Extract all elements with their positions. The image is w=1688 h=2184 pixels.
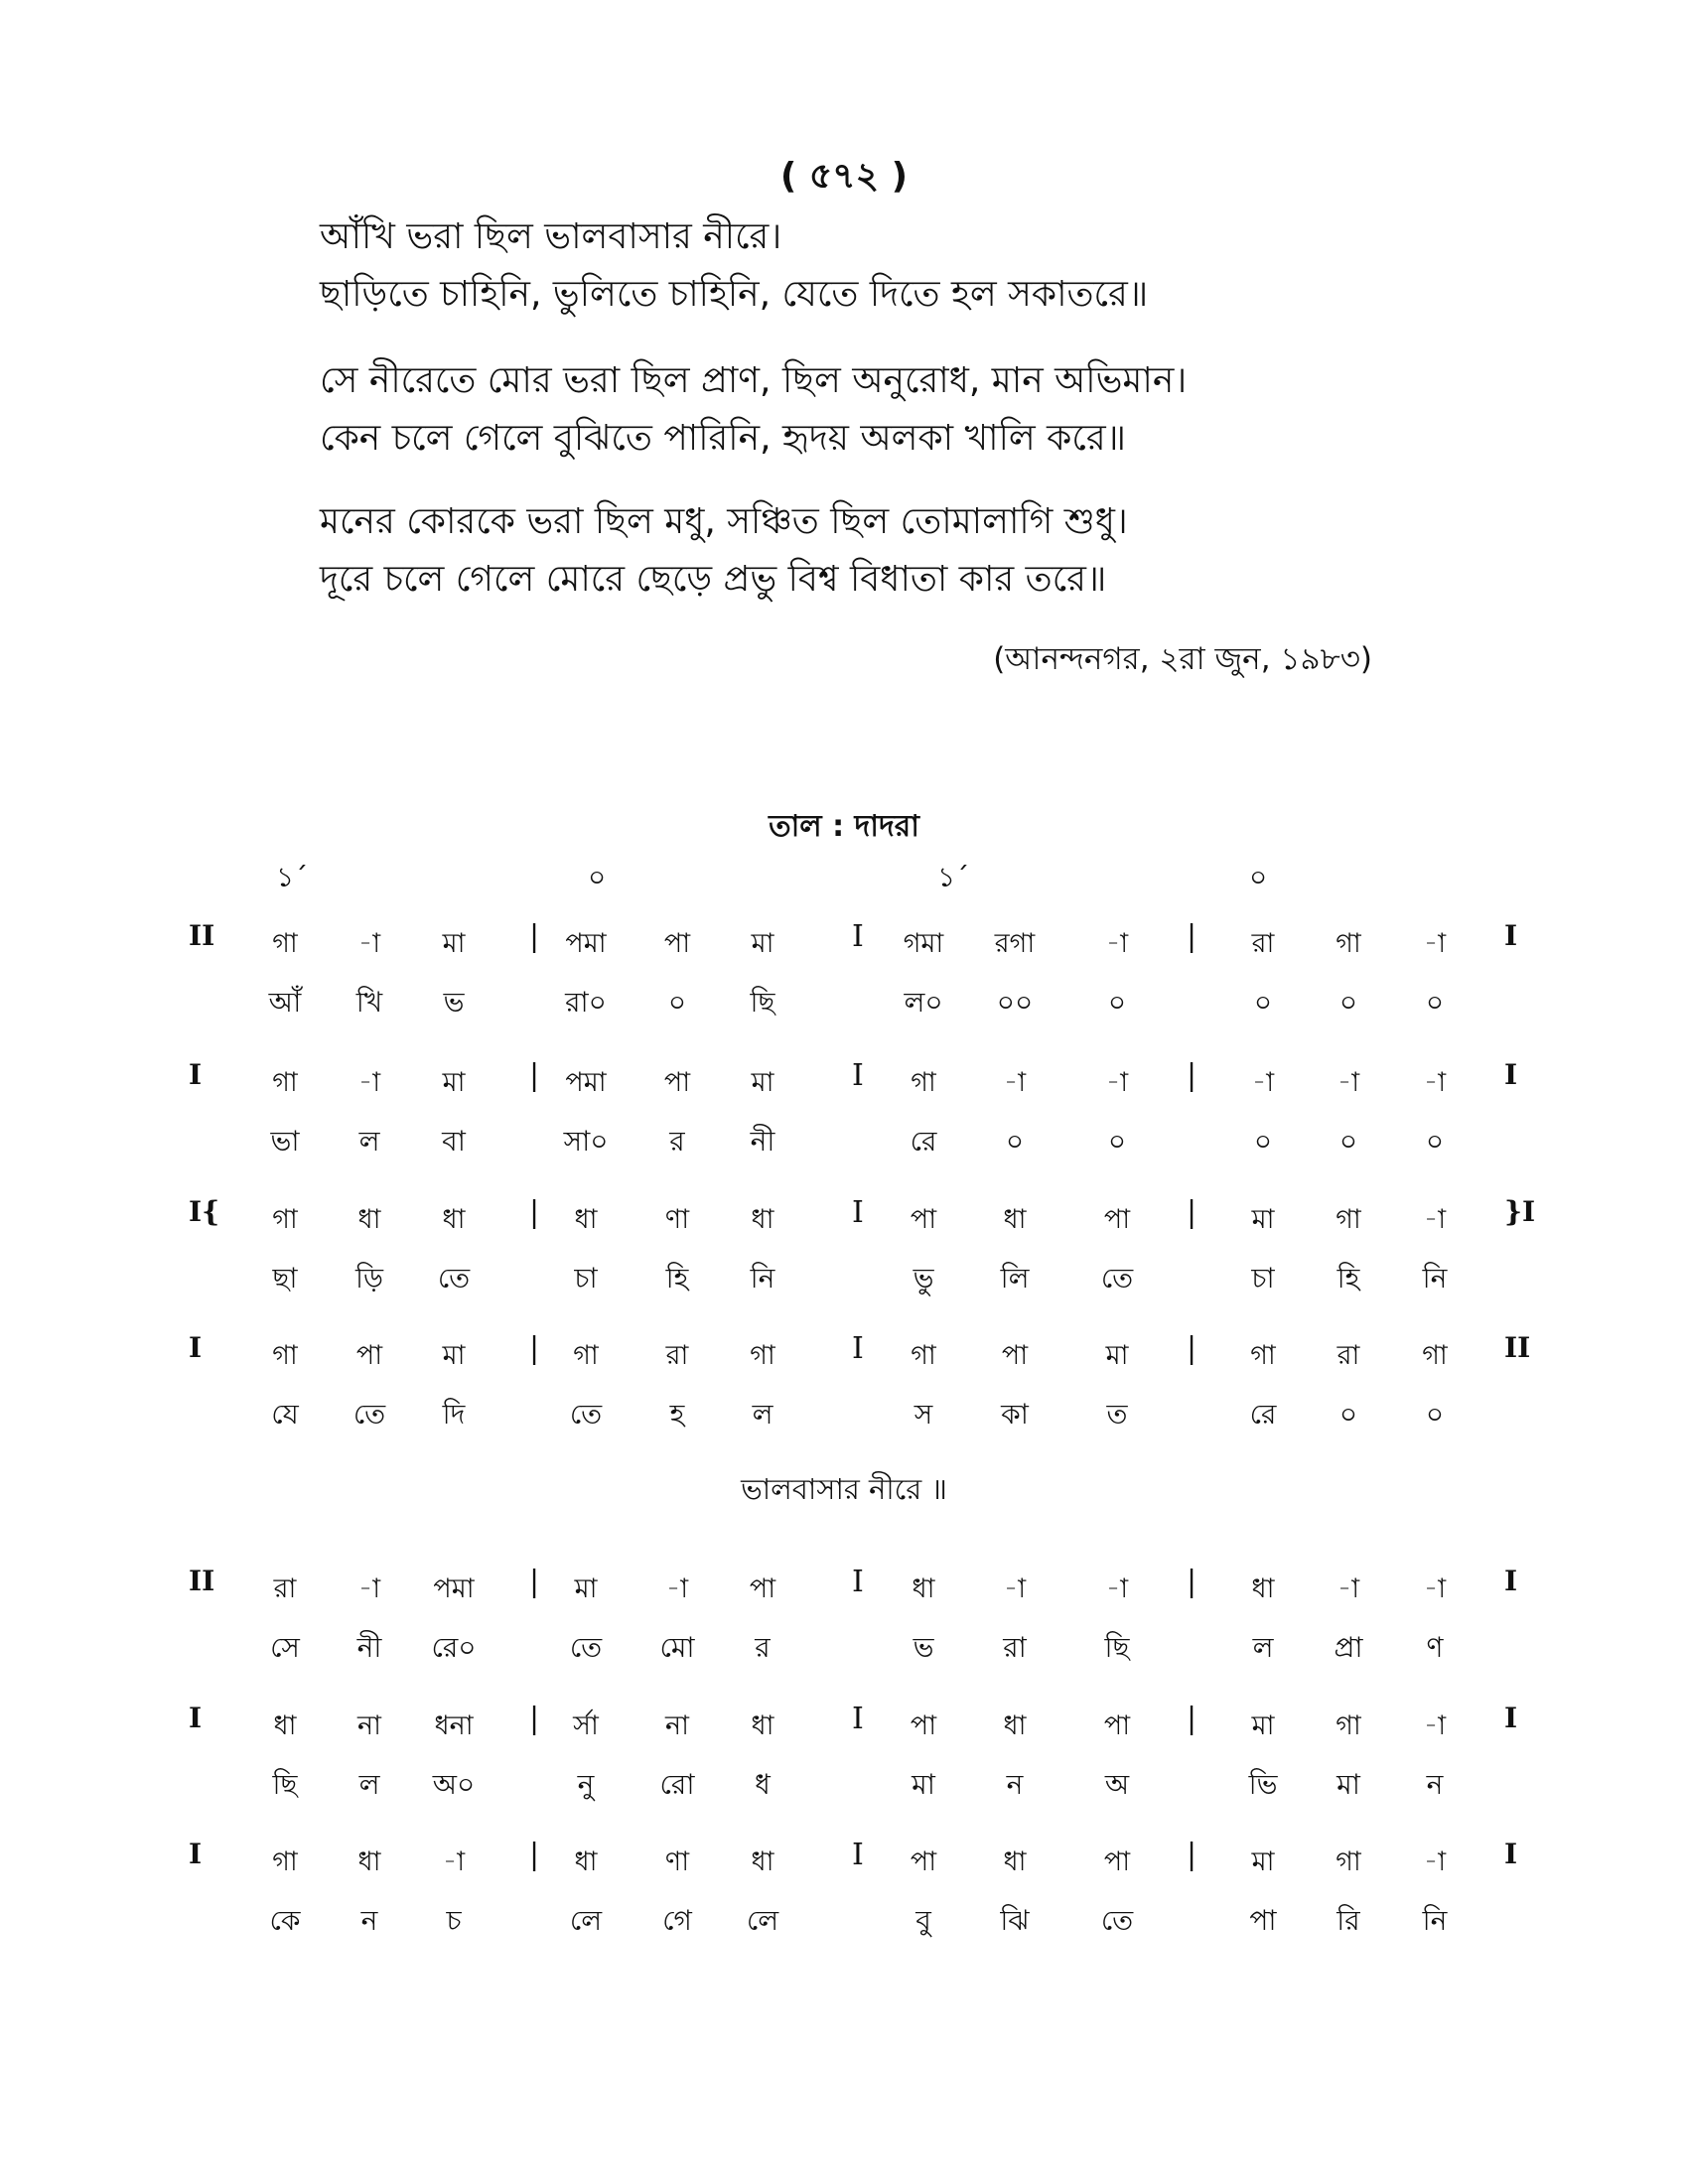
barline: I — [852, 1058, 864, 1093]
lyric-syllable: বু — [915, 1904, 931, 1937]
lyric-syllable: ০ — [1338, 1398, 1358, 1431]
swara-note: ধা — [1003, 1846, 1027, 1877]
lyric-syllable: ভা — [270, 1125, 300, 1158]
swara-note: -া — [1251, 1067, 1275, 1098]
end-barline: }I — [1504, 1195, 1536, 1228]
swara-note: মা — [1251, 1710, 1275, 1741]
lyric-syllable: হি — [1336, 1262, 1360, 1295]
swara-note: গা — [272, 1204, 298, 1235]
lyric-syllable: আঁ — [268, 986, 302, 1019]
swara-note: রা — [273, 1573, 297, 1604]
swara-note: না — [665, 1710, 689, 1741]
lyric-syllable: কে — [269, 1904, 301, 1937]
lyric-syllable: মো — [659, 1631, 695, 1664]
lyric-syllable: তে — [437, 1262, 471, 1295]
swara-note: গা — [272, 928, 298, 959]
lyric-syllable: বা — [442, 1125, 466, 1158]
swara-note: রা — [1336, 1340, 1360, 1371]
barline: | — [529, 919, 540, 954]
lyric-syllable: মা — [912, 1768, 935, 1801]
lyric-syllable: ন — [360, 1904, 378, 1937]
barline: I — [852, 1702, 864, 1736]
lyric-line: সে নীরেতে মোর ভরা ছিল প্রাণ, ছিল অনুরোধ, মান অভিমান। — [320, 360, 1188, 401]
barline: | — [1187, 1058, 1197, 1093]
swara-note: মা — [442, 1067, 466, 1098]
swara-note: না — [357, 1710, 381, 1741]
swara-note: -া — [1105, 1067, 1129, 1098]
start-barline: I — [189, 1058, 203, 1091]
swara-note: -া — [1423, 1846, 1447, 1877]
lyric-syllable: রে — [910, 1125, 937, 1158]
lyric-syllable: লে — [746, 1904, 779, 1937]
lyric-line: কেন চলে গেলে বুঝিতে পারিনি, হৃদয় অলকা খালি করে॥ — [320, 418, 1126, 459]
lyric-syllable: তে — [1100, 1262, 1134, 1295]
swara-note: মা — [574, 1573, 598, 1604]
lyric-syllable: মা — [1336, 1768, 1360, 1801]
lyric-syllable: ছি — [750, 986, 775, 1019]
swara-note: রগা — [994, 928, 1036, 959]
lyric-syllable: ছি — [1104, 1631, 1130, 1664]
beat-mark: ০ — [588, 861, 607, 893]
lyric-syllable: ন — [1426, 1768, 1444, 1801]
lyric-syllable: পা — [1249, 1904, 1277, 1937]
lyric-syllable: চা — [1251, 1262, 1275, 1295]
lyric-syllable: সে — [270, 1631, 300, 1664]
lyric-syllable: তে — [1100, 1904, 1134, 1937]
swara-note: -া — [1003, 1067, 1027, 1098]
swara-note: ধা — [912, 1573, 935, 1604]
lyric-syllable: রে০ — [431, 1631, 477, 1664]
lyric-syllable: ন — [1006, 1768, 1024, 1801]
lyric-syllable: ভি — [1248, 1768, 1278, 1801]
swara-note: ধা — [442, 1204, 466, 1235]
start-barline: I — [189, 1331, 203, 1364]
lyric-line: দূরে চলে গেলে মোরে ছেড়ে প্রভু বিশ্ব বিধাতা কার তরে॥ — [320, 559, 1107, 600]
swara-note: পমা — [433, 1573, 475, 1604]
swara-note: গা — [272, 1340, 298, 1371]
swara-note: গা — [1336, 928, 1361, 959]
swara-note: -া — [665, 1573, 689, 1604]
lyric-syllable: রো — [659, 1768, 695, 1801]
lyric-syllable: র — [669, 1125, 685, 1158]
beat-mark: ১´ — [276, 861, 309, 893]
start-barline: I{ — [189, 1195, 220, 1228]
lyric-syllable: নী — [750, 1125, 775, 1158]
lyric-syllable: ০ — [1005, 1125, 1025, 1158]
barline: | — [529, 1838, 540, 1872]
lyric-syllable: ত — [1106, 1398, 1128, 1431]
lyric-syllable: প্রা — [1334, 1631, 1363, 1664]
lyric-syllable: খি — [355, 986, 383, 1019]
lyric-syllable: লে — [569, 1904, 603, 1937]
lyric-syllable: ছা — [272, 1262, 298, 1295]
end-barline: I — [1504, 1058, 1518, 1091]
swara-note: গা — [911, 1340, 936, 1371]
start-barline: I — [189, 1702, 203, 1734]
lyric-syllable: ল০ — [904, 986, 943, 1019]
swara-note: গা — [1336, 1846, 1361, 1877]
lyric-syllable: ণ — [1426, 1631, 1444, 1664]
lyric-syllable: নি — [750, 1262, 775, 1295]
swara-note: -া — [1003, 1573, 1027, 1604]
lyric-syllable: ল — [358, 1768, 380, 1801]
barline: I — [852, 919, 864, 954]
swara-note: -া — [442, 1846, 466, 1877]
barline: | — [1187, 1838, 1197, 1872]
lyric-syllable: নি — [1422, 1904, 1448, 1937]
lyric-syllable: হ — [669, 1398, 685, 1431]
start-barline: II — [189, 919, 215, 952]
lyric-syllable: ০ — [1107, 1125, 1127, 1158]
stanza-1 — [320, 208, 1432, 324]
lyric-syllable: র — [755, 1631, 771, 1664]
lyric-line: ছাড়িতে চাহিনি, ভুলিতে চাহিনি, যেতে দিতে হল সকাতরে॥ — [320, 274, 1149, 315]
lyric-syllable: ল — [752, 1398, 774, 1431]
swara-note: -া — [357, 928, 381, 959]
lyric-syllable: ০ — [1425, 986, 1445, 1019]
swara-note: ণা — [664, 1846, 690, 1877]
lyric-syllable: ভ — [443, 986, 465, 1019]
swara-note: ধা — [1251, 1573, 1275, 1604]
swara-note: গা — [573, 1340, 599, 1371]
lyric-syllable: ০ — [1425, 1398, 1445, 1431]
stanza-2 — [320, 352, 1432, 468]
lyric-syllable: তে — [569, 1631, 603, 1664]
barline: | — [1187, 1565, 1197, 1599]
swara-note: ধা — [574, 1204, 598, 1235]
end-barline: II — [1504, 1331, 1531, 1364]
swara-note: গা — [272, 1067, 298, 1098]
swara-note: পা — [1001, 1340, 1029, 1371]
start-barline: I — [189, 1838, 203, 1870]
lyric-syllable: ছি — [272, 1768, 298, 1801]
swara-note: মা — [442, 1340, 466, 1371]
barline: I — [852, 1331, 864, 1366]
lyric-line: মনের কোরকে ভরা ছিল মধু, সঞ্চিত ছিল তোমালাগি শুধু। — [320, 501, 1128, 542]
lyric-syllable: যে — [271, 1398, 299, 1431]
lyric-syllable: তে — [569, 1398, 603, 1431]
lyric-syllable: নু — [577, 1768, 595, 1801]
swara-note: -া — [1336, 1573, 1360, 1604]
swara-note: ধা — [574, 1846, 598, 1877]
lyric-syllable: ড়ি — [355, 1262, 383, 1295]
swara-note: পা — [663, 928, 691, 959]
lyric-syllable: সা০ — [563, 1125, 609, 1158]
barline: | — [529, 1702, 540, 1736]
barline: | — [529, 1195, 540, 1230]
swara-note: -া — [1423, 928, 1447, 959]
start-barline: II — [189, 1565, 215, 1597]
swara-note: র্সা — [573, 1710, 599, 1741]
lyric-syllable: নী — [356, 1631, 382, 1664]
swara-note: পা — [910, 1710, 937, 1741]
lyric-syllable: অ০ — [432, 1768, 476, 1801]
barline: | — [529, 1058, 540, 1093]
swara-note: মা — [1251, 1846, 1275, 1877]
swara-note: ধা — [273, 1710, 297, 1741]
swara-note: পা — [910, 1204, 937, 1235]
lyric-syllable: চা — [574, 1262, 598, 1295]
lyric-syllable: চ — [446, 1904, 462, 1937]
swara-note: গমা — [903, 928, 944, 959]
swara-note: -া — [1423, 1067, 1447, 1098]
swara-note: পা — [1103, 1710, 1131, 1741]
lyric-syllable: রা — [1003, 1631, 1027, 1664]
swara-note: -া — [1423, 1710, 1447, 1741]
swara-note: পা — [910, 1846, 937, 1877]
swara-note: রা — [665, 1340, 689, 1371]
lyric-syllable: লি — [1000, 1262, 1030, 1295]
barline: I — [852, 1195, 864, 1230]
swara-note: ধা — [1003, 1204, 1027, 1235]
swara-note: -া — [357, 1067, 381, 1098]
lyric-syllable: নি — [1422, 1262, 1448, 1295]
swara-note: পমা — [565, 1067, 607, 1098]
swara-note: -া — [1423, 1204, 1447, 1235]
swara-note: ধা — [357, 1204, 381, 1235]
swara-note: গা — [750, 1340, 775, 1371]
lyric-syllable: ০ — [1338, 1125, 1358, 1158]
lyric-syllable: ল — [358, 1125, 380, 1158]
barline: I — [852, 1565, 864, 1599]
swara-note: পা — [749, 1573, 776, 1604]
lyric-syllable: ০ — [1253, 1125, 1273, 1158]
barline: | — [529, 1331, 540, 1366]
barline: | — [529, 1565, 540, 1599]
lyric-syllable: স — [914, 1398, 933, 1431]
swara-note: গা — [1422, 1340, 1448, 1371]
swara-note: মা — [751, 1067, 774, 1098]
lyric-syllable: রি — [1336, 1904, 1360, 1937]
beat-mark: ০ — [1249, 861, 1268, 893]
swara-note: পা — [1103, 1846, 1131, 1877]
lyric-syllable: ০ — [1338, 986, 1358, 1019]
swara-note: -া — [1423, 1573, 1447, 1604]
swara-note: পা — [1103, 1204, 1131, 1235]
swara-note: মা — [1251, 1204, 1275, 1235]
end-barline: I — [1504, 1702, 1518, 1734]
refrain-line: ভালবাসার নীরে ॥ — [741, 1472, 947, 1506]
barline: | — [1187, 1331, 1197, 1366]
lyric-syllable: হি — [665, 1262, 689, 1295]
lyric-syllable: তে — [352, 1398, 386, 1431]
lyric-syllable: ল — [1252, 1631, 1274, 1664]
swara-note: ধা — [751, 1710, 774, 1741]
barline: | — [1187, 1195, 1197, 1230]
lyric-syllable: ধ — [755, 1768, 771, 1801]
swara-note: গা — [272, 1846, 298, 1877]
swara-note: ণা — [664, 1204, 690, 1235]
lyric-syllable: ০ — [667, 986, 687, 1019]
swara-note: রা — [1251, 928, 1275, 959]
barline: | — [1187, 919, 1197, 954]
end-barline: I — [1504, 1565, 1518, 1597]
swara-note: ধা — [1003, 1710, 1027, 1741]
lyric-syllable: ঝি — [1000, 1904, 1030, 1937]
lyric-syllable: ভু — [913, 1262, 934, 1295]
swara-note: -া — [357, 1573, 381, 1604]
lyric-syllable: রে — [1249, 1398, 1277, 1431]
barline: | — [1187, 1702, 1197, 1736]
swara-note: গা — [1250, 1340, 1276, 1371]
swara-note: -া — [1336, 1067, 1360, 1098]
swara-note: গা — [1336, 1204, 1361, 1235]
end-barline: I — [1504, 919, 1518, 952]
lyric-syllable: কা — [1001, 1398, 1029, 1431]
lyric-syllable: ০০ — [996, 986, 1034, 1019]
swara-note: ধনা — [434, 1710, 474, 1741]
beat-mark: ১´ — [937, 861, 970, 893]
lyric-syllable: গে — [662, 1904, 692, 1937]
swara-note: পমা — [565, 928, 607, 959]
lyric-syllable: দি — [442, 1398, 466, 1431]
lyric-syllable: ০ — [1425, 1125, 1445, 1158]
swara-note: গা — [1336, 1710, 1361, 1741]
place-date: (আনন্দনগর, ২রা জুন, ১৯৮৩) — [993, 641, 1372, 677]
lyric-syllable: ০ — [1253, 986, 1273, 1019]
end-barline: I — [1504, 1838, 1518, 1870]
swara-note: ধা — [751, 1846, 774, 1877]
swara-note: মা — [442, 928, 466, 959]
page-number: ( ৫৭২ ) — [779, 156, 909, 197]
swara-note: ধা — [751, 1204, 774, 1235]
swara-note: মা — [751, 928, 774, 959]
swara-note: -া — [1105, 1573, 1129, 1604]
lyric-syllable: ভ — [913, 1631, 934, 1664]
tal-heading: তাল : দাদরা — [769, 809, 919, 844]
swara-note: ধা — [357, 1846, 381, 1877]
lyric-syllable: ০ — [1107, 986, 1127, 1019]
swara-note: -া — [1105, 928, 1129, 959]
swara-note: গা — [911, 1067, 936, 1098]
barline: I — [852, 1838, 864, 1872]
lyric-syllable: রা০ — [565, 986, 607, 1019]
lyric-line: আঁখি ভরা ছিল ভালবাসার নীরে। — [320, 216, 782, 257]
swara-note: পা — [355, 1340, 383, 1371]
lyric-syllable: অ — [1104, 1768, 1130, 1801]
swara-note: পা — [663, 1067, 691, 1098]
swara-note: মা — [1105, 1340, 1129, 1371]
stanza-3 — [320, 493, 1432, 609]
